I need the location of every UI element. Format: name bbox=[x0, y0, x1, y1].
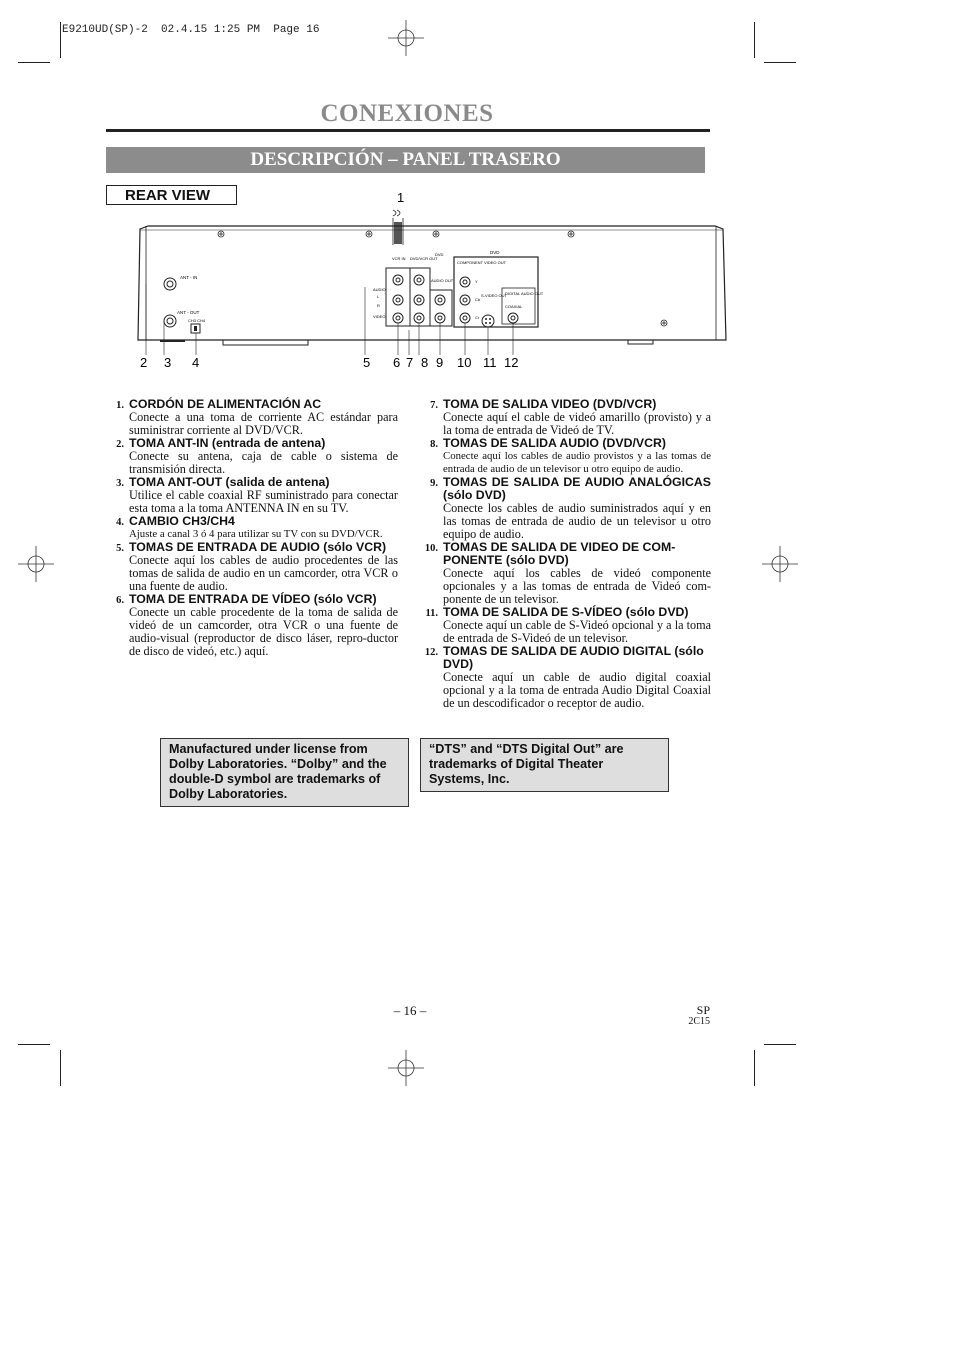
power-cord-plug-icon bbox=[394, 222, 402, 244]
list-item bbox=[418, 398, 711, 437]
item-text: Conecte su antena, caja de cable o sistema de transmisión directa. bbox=[129, 449, 398, 476]
power-cord-icon bbox=[393, 210, 400, 216]
audio-l-label: L bbox=[377, 294, 380, 299]
item-text: Conecte aquí los cables de videó componente opcionales y a las tomas de entrada de Videó com-ponente de un televisor. bbox=[443, 566, 711, 606]
list-item bbox=[104, 593, 398, 658]
item-number: 3. bbox=[116, 478, 124, 489]
item-text: Conecte los cables de audio suministrados aquí y en las tomas de entrada de audio de un televisor u otro equipo de audio. bbox=[443, 501, 711, 541]
item-text: Conecte a una toma de corriente AC estándar para suministrar corriente al DVD/VCR. bbox=[129, 410, 398, 437]
crop-mark bbox=[754, 1050, 755, 1086]
list-item bbox=[418, 437, 711, 476]
crop-mark bbox=[60, 1050, 61, 1086]
audio-out-label: AUDIO OUT bbox=[431, 278, 454, 283]
list-item bbox=[104, 437, 398, 476]
digital-audio-label: DIGITAL AUDIO OUT bbox=[505, 291, 544, 296]
svideo-jack bbox=[482, 315, 494, 327]
callout-1: 1 bbox=[397, 190, 405, 205]
list-item bbox=[104, 515, 398, 541]
dts-trademark-note: “DTS” and “DTS Digital Out” are trademarks of Digital Theater Systems, Inc. bbox=[420, 738, 669, 792]
list-item bbox=[104, 398, 398, 437]
item-heading: TOMAS DE SALIDA AUDIO (DVD/VCR) bbox=[443, 436, 666, 450]
registration-mark-icon bbox=[18, 546, 54, 582]
crop-mark bbox=[18, 62, 50, 63]
item-number: 6. bbox=[116, 595, 124, 606]
registration-mark-icon bbox=[388, 1050, 424, 1086]
dolby-trademark-note: Manufactured under license from Dolby Laboratories. “Dolby” and the double-D symbol are trademarks of Dolby Laboratories. bbox=[160, 738, 409, 807]
item-number: 9. bbox=[430, 478, 438, 489]
item-number: 5. bbox=[116, 543, 124, 554]
item-heading: TOMA ANT-IN (entrada de antena) bbox=[129, 436, 326, 450]
ant-out-label: ANT - OUT bbox=[177, 310, 200, 315]
item-heading: TOMA DE ENTRADA DE VÍDEO (sólo VCR) bbox=[129, 592, 377, 606]
item-number: 10. bbox=[424, 543, 438, 554]
callout-8: 8 bbox=[421, 355, 429, 370]
crop-mark bbox=[60, 22, 61, 58]
list-item bbox=[418, 645, 711, 710]
callout-7: 7 bbox=[406, 355, 414, 370]
coaxial-label: COAXIAL bbox=[505, 304, 523, 309]
component-label: COMPONENT VIDEO OUT bbox=[457, 260, 507, 265]
item-number: 12. bbox=[424, 647, 438, 658]
ant-in-label: ANT - IN bbox=[180, 275, 198, 280]
rear-panel-diagram bbox=[130, 186, 730, 376]
item-text: Conecte aquí un cable de S-Videó opcional y a la toma de entrada de S-Videó de un televisor. bbox=[443, 618, 711, 645]
coaxial-jack bbox=[508, 313, 518, 323]
component-cr-label: Cr bbox=[475, 315, 480, 320]
item-heading: CORDÓN DE ALIMENTACIÓN AC bbox=[129, 397, 322, 411]
item-text: Utilice el cable coaxial RF suministrado para conectar esta toma a la toma ANTENNA IN en su TV. bbox=[129, 488, 398, 515]
registration-mark-icon bbox=[388, 20, 424, 56]
ant-out-jack bbox=[164, 315, 176, 327]
crop-mark bbox=[754, 22, 755, 58]
item-heading: TOMAS DE SALIDA DE VIDEO DE COM-PONENTE (sólo DVD) bbox=[443, 540, 676, 567]
item-number: 1. bbox=[116, 400, 124, 411]
item-text: Conecte aquí el cable de videó amarillo (provisto) y a la toma de entrada de Videó de TV. bbox=[443, 410, 711, 437]
item-heading: TOMAS DE ENTRADA DE AUDIO (sólo VCR) bbox=[129, 540, 387, 554]
ant-in-jack bbox=[164, 278, 176, 290]
list-item bbox=[418, 541, 711, 606]
item-heading: CAMBIO CH3/CH4 bbox=[129, 514, 235, 528]
callout-5: 5 bbox=[363, 355, 371, 370]
dvd-vcr-out-label: DVD/VCR OUT bbox=[410, 256, 438, 261]
item-number: 11. bbox=[425, 608, 438, 619]
callout-2: 2 bbox=[140, 355, 148, 370]
item-heading: TOMA DE SALIDA DE S-VÍDEO (sólo DVD) bbox=[443, 605, 689, 619]
list-item bbox=[104, 476, 398, 515]
video-label: VIDEO bbox=[373, 314, 386, 319]
callout-10: 10 bbox=[457, 355, 472, 370]
item-text: Conecte un cable procedente de la toma de salida de videó de un camcorder, otra VCR o una fuente de audio-visual (reproductor de disco láser, repro-ductor de disco de videó, etc.) aquí. bbox=[129, 605, 398, 658]
callout-9: 9 bbox=[436, 355, 444, 370]
item-text: Conecte aquí los cables de audio provistos y a las tomas de entrada de audio de un televisor u otro equipo de audio. bbox=[443, 450, 711, 475]
item-heading: TOMAS DE SALIDA DE AUDIO ANALÓGICAS (sólo DVD) bbox=[443, 475, 711, 502]
item-text: Conecte aquí un cable de audio digital coaxial opcional y a la toma de entrada Audio Digital Coaxial de un descodificador o receptor de audio. bbox=[443, 670, 711, 710]
left-column bbox=[104, 398, 398, 658]
registration-mark-icon bbox=[762, 546, 798, 582]
chassis-outline bbox=[138, 226, 726, 340]
crop-mark bbox=[764, 62, 796, 63]
dvd-label: DVD bbox=[490, 250, 500, 255]
crop-mark bbox=[764, 1044, 796, 1045]
callout-11: 11 bbox=[483, 355, 497, 370]
model-code: 2C15 bbox=[688, 1016, 710, 1027]
component-jack bbox=[460, 277, 470, 323]
item-number: 8. bbox=[430, 439, 438, 450]
item-number: 4. bbox=[116, 517, 124, 528]
item-heading: TOMA ANT-OUT (salida de antena) bbox=[129, 475, 330, 489]
item-text: Conecte aquí los cables de audio procedentes de las tomas de salida de audio en un camcorder, otra VCR o una fuente de audio. bbox=[129, 553, 398, 593]
item-number: 7. bbox=[430, 400, 438, 411]
title-rule bbox=[106, 129, 710, 132]
audio-label: AUDIO bbox=[373, 287, 386, 292]
svideo-label: S-VIDEO OUT bbox=[481, 293, 508, 298]
print-slug: E9210UD(SP)-2 02.4.15 1:25 PM Page 16 bbox=[62, 24, 320, 36]
list-item bbox=[418, 476, 711, 541]
language-code: SP bbox=[696, 1003, 710, 1017]
dvd-small-label: DVD bbox=[435, 252, 444, 257]
list-item bbox=[418, 606, 711, 645]
item-number: 2. bbox=[116, 439, 124, 450]
callout-3: 3 bbox=[164, 355, 172, 370]
item-text: Ajuste a canal 3 ó 4 para utilizar su TV con su DVD/VCR. bbox=[129, 528, 383, 540]
vcr-in-label: VCR IN bbox=[392, 256, 406, 261]
item-heading: TOMA DE SALIDA VIDEO (DVD/VCR) bbox=[443, 397, 657, 411]
page-title: CONEXIONES bbox=[320, 100, 494, 127]
callout-6: 6 bbox=[393, 355, 401, 370]
list-item bbox=[104, 541, 398, 593]
callout-12: 12 bbox=[504, 355, 519, 370]
page-number: – 16 – bbox=[393, 1003, 427, 1018]
callout-numbers bbox=[140, 355, 518, 370]
right-column bbox=[418, 398, 711, 710]
callout-4: 4 bbox=[192, 355, 200, 370]
audio-r-label: R bbox=[377, 303, 380, 308]
section-banner: DESCRIPCIÓN – PANEL TRASERO bbox=[106, 147, 705, 173]
component-cb-label: Cb bbox=[475, 297, 481, 302]
crop-mark bbox=[18, 1044, 50, 1045]
ch3ch4-label: CH3 CH4 bbox=[188, 318, 206, 323]
rear-view-label: REAR VIEW bbox=[106, 185, 237, 205]
item-heading: TOMAS DE SALIDA DE AUDIO DIGITAL (sólo DVD) bbox=[443, 644, 704, 671]
component-y-label: Y bbox=[475, 279, 478, 284]
